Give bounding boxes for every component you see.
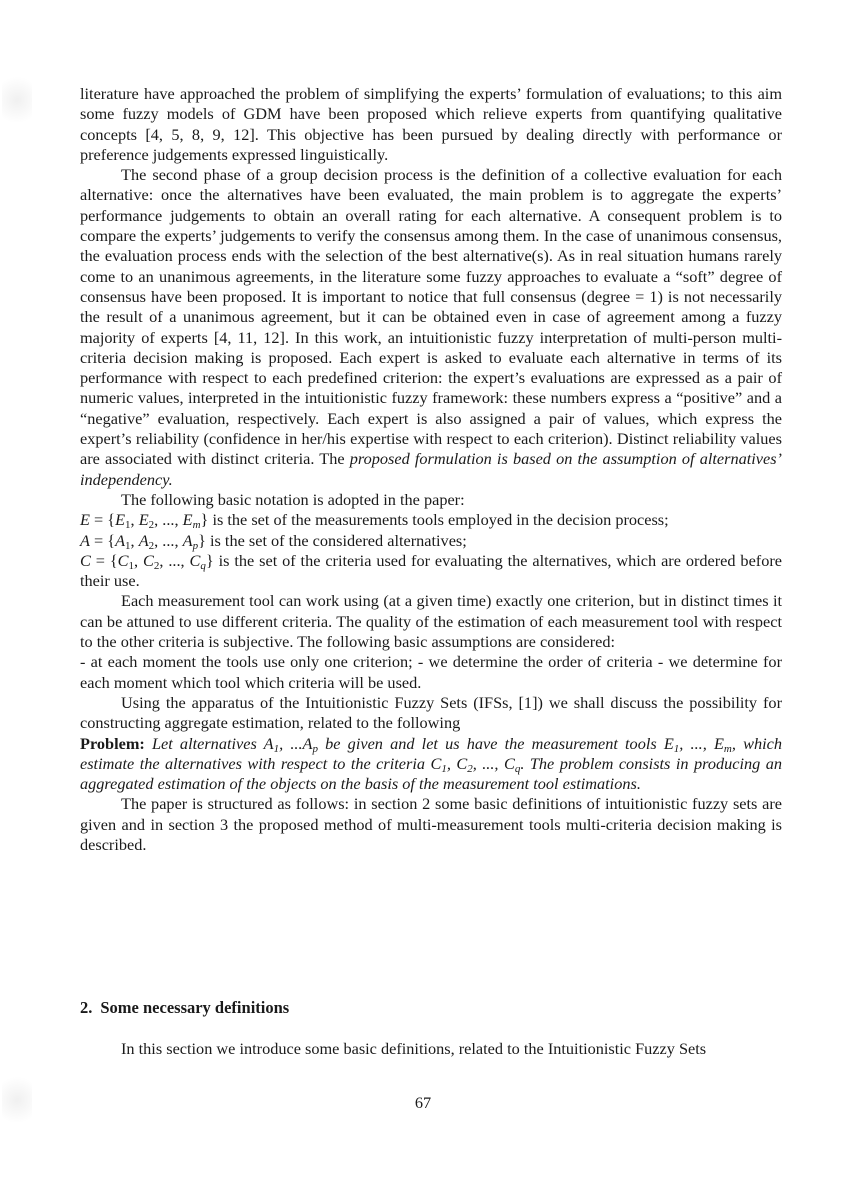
problem-text-1: Let alternatives A (151, 733, 274, 753)
problem-label: Problem: (80, 733, 145, 753)
problem-statement: Problem: Let alternatives $A_1$, $...A_p$ be given and let us have the measurement tools $E_1$, ..., $E_m$, which estimate the alternatives with respect to the criteria $C_1$, $C_2$, ..., $C_q$. The problem consists in producing an aggregated estimation of the objects on the basis of the measurement tool estimations. (80, 733, 782, 794)
section-title: Some necessary definitions (100, 998, 290, 1017)
section-intro: In this section we introduce some basic definitions, related to the Intuitionistic Fuzzy Sets (121, 1039, 707, 1058)
problem-text-4: The problem consists in producing an aggregated estimation of the objects on the basis of the measurement tool estimations. (80, 753, 782, 794)
notation-A: $A = \{A_1$, $A_2$, ..., $A_p$} is the set of the considered alternatives; (80, 530, 467, 552)
problem-text-2: be given and let us have the measurement tools E (325, 733, 674, 753)
paragraph-assumptions: - at each moment the tools use only one criterion; - we determine the order of criteria - we determine for each moment which tool which criteria will be used. (80, 652, 782, 692)
paragraph-ifs-apparatus: Using the apparatus of the Intuitionistic Fuzzy Sets (IFSs, [1]) we shall discuss the possibility for constructing aggregate estimation, related to the following (80, 692, 782, 733)
paragraph-second-phase-text: The second phase of a group decision process is the definition of a collective evaluation for each alternative: once the alternatives have been evaluated, the main problem is to aggregate the experts’ performance judgements to obtain an overall rating for each alternative. A consequent problem is to compare the experts’ judgements to verify the consensus among them. In the case of unanimous consensus, the evaluation process ends with the selection of the best alternative(s). As in real situation humans rarely come to an unanimous agreements, in the literature some fuzzy approaches to evaluate a “soft” degree of consensus have been proposed. It is important to notice that full consensus (degree = 1) is not necessarily the result of a unanimous agreement, but it can be obtained even in case of agreement among a fuzzy majority of experts [4, 11, 12]. In this work, an intuitionistic fuzzy interpretation of multi-person multi-criteria decision making is proposed. Each expert is asked to evaluate each alternative in terms of its performance with respect to each predefined criterion: the expert’s evaluations are expressed as a pair of numeric values, interpreted in the intuitionistic fuzzy framework: these numbers express a “positive” and a “negative” evaluation, respectively. Each expert is also assigned a pair of values, which express the expert’s reliability (confidence in her/his expertise with respect to each criterion). Distinct reliability values are associated with distinct criteria. The (80, 165, 782, 469)
notation-C-text: is the set of the criteria used for evaluating the alternatives, which are ordered before their use. (80, 550, 783, 591)
paragraph-structure: The paper is structured as follows: in section 2 some basic definitions of intuitionistic fuzzy sets are given and in section 3 the proposed method of multi-measurement tools multi-criteria decision making is described. (80, 794, 782, 854)
notation-C: $C = \{C_1$, $C_2$, ..., $C_q$} is the set of the criteria used for evaluating the alternatives, which are ordered before their use. (80, 550, 783, 591)
paragraph-measurement-tool: Each measurement tool can work using (at a given time) exactly one criterion, but in distinct times it can be attuned to use different criteria. The quality of the estimation of each measurement tool with respect to the other criteria is subjective. The following basic assumptions are considered: (80, 591, 782, 652)
problem-text-3: which estimate the alternatives with respect to the criteria C (80, 733, 782, 773)
notation-E: $E = \{E_1$, $E_2$, ..., $E_m$} is the set of the measurements tools employed in the decision process; (80, 510, 669, 532)
section-heading (80, 998, 289, 1018)
paragraph-gdm-literature: literature have approached the problem of simplifying the experts’ formulation of evaluations; to this aim some fuzzy models of GDM have been proposed which relieve experts from quantifying qualitative concepts [4, 5, 8, 9, 12]. This objective has been pursued by dealing directly with performance or preference judgements expressed linguistically. (80, 84, 782, 164)
notation-A-text: is the set of the considered alternatives; (205, 530, 467, 550)
notation-E-text: is the set of the measurements tools employed in the decision process; (208, 510, 669, 530)
paragraph-second-phase (80, 165, 782, 490)
page-number: 67 (414, 1093, 432, 1112)
scan-artifact-top (2, 70, 32, 130)
page-body (80, 84, 782, 855)
paragraph-notation-intro: The following basic notation is adopted in the paper: (121, 489, 465, 509)
italic-assumption: proposed formulation is based on the assumption of alternatives’ independency. (80, 449, 782, 489)
section-number: 2. (80, 998, 93, 1017)
